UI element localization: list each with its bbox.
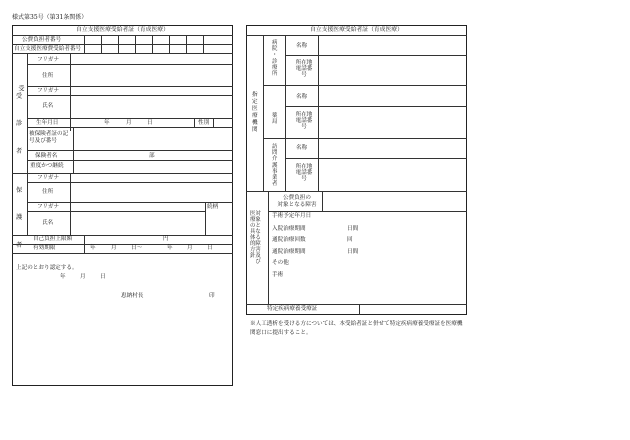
birth-day-unit: 日 <box>147 120 153 126</box>
hospital-label: 病 院 ・ 診 療 所 <box>272 40 278 78</box>
kai-unit: 回 <box>347 237 353 243</box>
shozaichi-label-2: 所在地 電話番 号 <box>295 112 313 131</box>
period-month-1: 月 <box>111 245 117 251</box>
furigana-label-4: フリガナ <box>37 204 60 210</box>
shujutsu-yotei-label: 手術予定年月日 <box>272 213 312 219</box>
bu-unit: 部 <box>149 153 155 159</box>
furigana-label-1: フリガナ <box>37 57 60 63</box>
seal-mark: 印 <box>209 293 215 299</box>
form-number: 様式第35号（第31条関係） <box>12 14 88 21</box>
shujutsu-label: 手術 <box>272 272 284 278</box>
hokensha-name-label: 保険者名 <box>35 153 58 159</box>
yen-unit: 円 <box>163 236 169 242</box>
mayor-title: 恵納村長 <box>121 293 144 299</box>
nichikan-unit-1: 日間 <box>347 226 359 232</box>
left-title: 自立支援医療受給者証（育成医療） <box>76 27 169 33</box>
name-label-2: 氏名 <box>42 220 54 226</box>
nyuin-label: 入院治療期間 <box>272 226 306 232</box>
birth-label: 生年月日 <box>36 120 59 126</box>
pharmacy-label: 薬 局 <box>272 113 278 126</box>
nichikan-unit-2: 日間 <box>347 249 359 255</box>
meisho-label-1: 名称 <box>296 43 308 49</box>
tokutei-label: 特定疾病療養受療証 <box>267 306 318 312</box>
issue-month-unit: 月 <box>80 274 86 280</box>
shozaichi-label-3: 所在地 電話番 号 <box>295 164 313 183</box>
tsuin-kikan-label: 通院治療期間 <box>272 249 306 255</box>
kouhi-taisho-label: 公費負担の 対象となる障害 <box>277 195 317 209</box>
issue-day-unit: 日 <box>100 274 106 280</box>
zokugara-label: 続柄 <box>207 204 219 210</box>
certification-statement: 上記のとおり認定する。 <box>16 265 78 271</box>
kaigo-label: 訪 問 介 護 事 業 者 <box>272 144 278 188</box>
meisho-label-3: 名称 <box>296 145 308 151</box>
name-label-1: 氏名 <box>42 103 54 109</box>
address-label-1: 住所 <box>42 73 54 79</box>
jiko-futan-label: 自己負担上限額 <box>33 236 73 242</box>
period-year-1: 年 <box>90 245 96 251</box>
hoshin-label: 医対 療象 のと 具な 体る 的障 方害 針及 び <box>250 211 261 265</box>
period-day-1: 日～ <box>131 245 143 251</box>
right-title: 自立支援医療受給者証（育成医療） <box>310 27 403 33</box>
issue-year-unit: 年 <box>60 274 66 280</box>
meisho-label-2: 名称 <box>296 94 308 100</box>
yuko-kikan-label: 有効期限 <box>33 245 56 251</box>
shozaichi-label-1: 所在地 電話番 号 <box>295 60 313 79</box>
jusho-keizoku-label: 重度かつ継続 <box>30 163 64 169</box>
period-month-2: 月 <box>187 245 193 251</box>
kouhi-futansha-label: 公費負担者番号 <box>22 37 62 43</box>
period-year-2: 年 <box>167 245 173 251</box>
furigana-label-2: フリガナ <box>37 88 60 94</box>
period-day-2: 日 <box>207 245 213 251</box>
sex-label: 性別 <box>198 120 210 126</box>
dialysis-note: ※人工透析を受ける方については、本受給者証と併せて特定疾病療養受療証を医療機関窓口に提出すること。 <box>250 321 463 336</box>
hihokensha-kigo-label: 被保険者証の記号及び番号 <box>29 131 69 145</box>
address-label-2: 住所 <box>42 189 54 195</box>
jushinsha-label: 受 <box>16 85 24 92</box>
hogosha-label: 保 護 者 <box>16 187 23 249</box>
shitei-kikan-label: 指 定 医 療 機 関 <box>252 92 258 133</box>
furigana-label-3: フリガナ <box>37 175 60 181</box>
sonota-label: その他 <box>272 260 289 266</box>
birth-month-unit: 月 <box>126 120 132 126</box>
jukyusha-number-label: 自立支援医療費受給者番号 <box>14 46 82 52</box>
birth-year-unit: 年 <box>104 120 110 126</box>
jushinsha-label-text: 受 診 者 <box>16 93 23 155</box>
tsuin-count-label: 通院治療回数 <box>272 237 306 243</box>
